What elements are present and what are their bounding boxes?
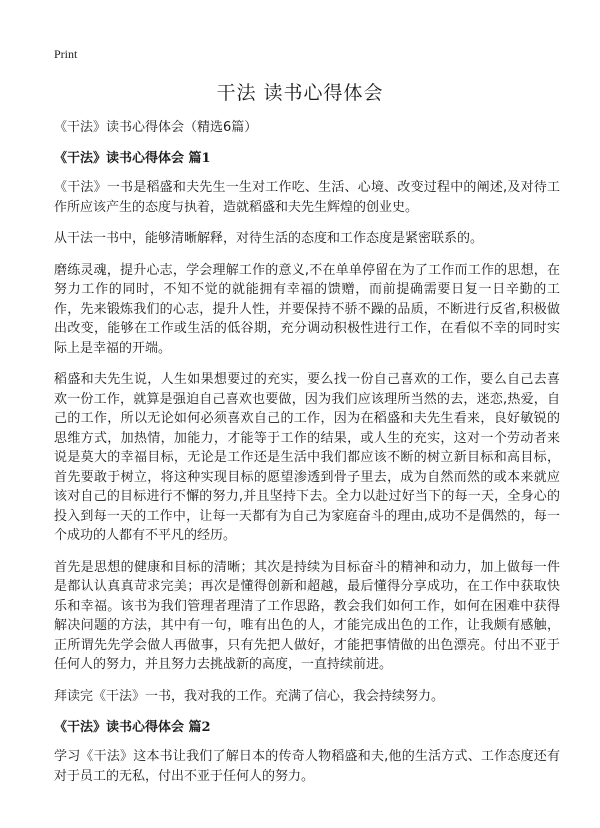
article-body bbox=[54, 118, 560, 798]
section-heading-1: 《干法》读书心得体会 篇1 bbox=[54, 151, 211, 166]
paragraph: 拜读完《干法》一书，我对我的工作。充满了信心，我会持续努力。 bbox=[54, 688, 445, 704]
article-subtitle: 《干法》读书心得体会（精选6篇） bbox=[54, 120, 258, 135]
section-heading-2: 《干法》读书心得体会 篇2 bbox=[54, 720, 211, 735]
paragraph: 稻盛和夫先生说，人生如果想要过的充实，要么找一份自己喜欢的工作，要么自己去喜欢一份工作，就算是强迫自己喜欢也要做，因为我们应该理所当然的去，迷恋,热爱，自己的工作，所以无论如何必须喜欢自己的工作，因为在稻盛和夫先生看来，良好敏锐的思维方式，加热情，加能力，才能等于工作的结果，或人生的充实，这对一个劳动者来说是莫大的幸福目标，无论是工作还是生活中我们都应该不断的树立新目标和高目标，首先要敢于树立，将这种实现目标的愿望渗透到骨子里去，成为自然而然的或本来就应该对自己的目标进行不懈的努力,并且坚持下去。全力以赴过好当下的每一天，全身心的投入到每一天的工作中，让每一天都有为自己为家庭奋斗的理由,成功不是偶然的，每一个成功的人都有不平凡的经历。 bbox=[54, 372, 560, 543]
paragraph: 《干法》一书是稻盛和夫先生一生对工作吃、生活、心境、改变过程中的阐述,及对待工作所应该产生的态度与执着，造就稻盛和夫先生辉煌的创业史。 bbox=[54, 180, 560, 215]
paragraph: 从干法一书中，能够清晰解释，对待生活的态度和工作态度是紧密联系的。 bbox=[54, 231, 484, 246]
paragraph: 首先是思想的健康和目标的清晰；其次是持续为目标奋斗的精神和动力，加上做每一件是都认认真真苛求完美；再次是懂得创新和超越，最后懂得分享成功，在工作中获取快乐和幸福。该书为我们管理者理清了工作思路，教会我们如何工作，如何在困难中获得解决问题的方法，其中有一句，唯有出色的人，才能完成出色的工作，让我颇有感触，正所谓先先学会做人再做事，只有先把人做好，才能把事情做的出色漂亮。付出不亚于任何人的努力，并且努力去挑战新的高度，一直持续前进。 bbox=[54, 559, 560, 672]
paragraph: 学习《干法》这本书让我们了解日本的传奇人物稻盛和夫,他的生活方式、工作态度还有对于员工的无私，付出不亚于任何人的努力。 bbox=[54, 749, 560, 784]
print-link[interactable]: Print bbox=[54, 47, 78, 61]
paragraph: 磨练灵魂，提升心志，学会理解工作的意义,不在单单停留在为了工作而工作的思想，在努力工作的同时，不知不觉的就能拥有幸福的馈赠，而前提确需要日复一日辛勤的工作，先来锻炼我们的心志，提升人性，并要保持不骄不躁的品质，不断进行反省,积极做出改变，能够在工作或生活的低谷期，充分调动积极性进行工作，在看似不幸的同时实际上是幸福的开端。 bbox=[54, 262, 560, 356]
page-title: 干法 读书心得体会 bbox=[216, 82, 384, 104]
